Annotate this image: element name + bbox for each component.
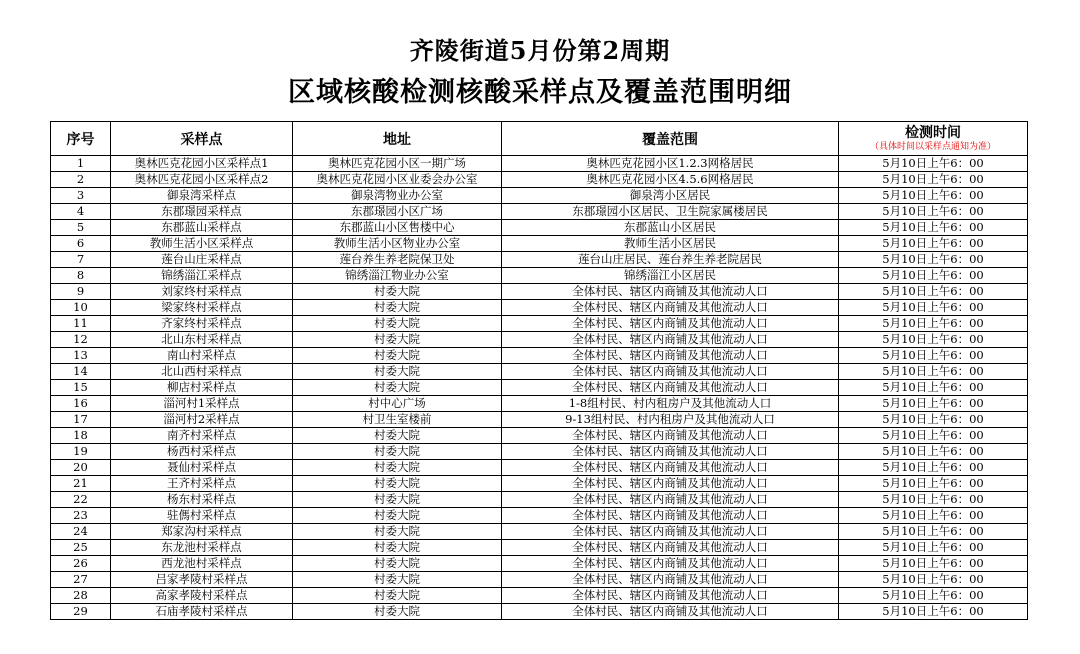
cell-coverage: 全体村民、辖区内商铺及其他流动人口 [502, 588, 839, 604]
header-time-note: （具体时间以采样点通知为准） [869, 141, 996, 152]
cell-time: 5月10日上午6：00 [839, 604, 1028, 620]
cell-address: 村委大院 [293, 316, 502, 332]
cell-site: 吕家孝陵村采样点 [111, 572, 293, 588]
cell-site: 莲台山庄采样点 [111, 252, 293, 268]
cell-coverage: 教师生活小区居民 [502, 236, 839, 252]
cell-site: 齐家终村采样点 [111, 316, 293, 332]
cell-coverage: 全体村民、辖区内商铺及其他流动人口 [502, 332, 839, 348]
cell-site: 刘家终村采样点 [111, 284, 293, 300]
cell-no: 15 [51, 380, 111, 396]
cell-coverage: 全体村民、辖区内商铺及其他流动人口 [502, 572, 839, 588]
table-row [51, 172, 1028, 188]
cell-no: 14 [51, 364, 111, 380]
cell-coverage: 全体村民、辖区内商铺及其他流动人口 [502, 284, 839, 300]
table-row [51, 444, 1028, 460]
cell-time: 5月10日上午6：00 [839, 460, 1028, 476]
table-row [51, 188, 1028, 204]
table-row [51, 540, 1028, 556]
cell-site: 聂仙村采样点 [111, 460, 293, 476]
cell-time: 5月10日上午6：00 [839, 188, 1028, 204]
cell-no: 6 [51, 236, 111, 252]
cell-no: 21 [51, 476, 111, 492]
cell-site: 淄河村2采样点 [111, 412, 293, 428]
cell-no: 1 [51, 156, 111, 172]
table-row [51, 604, 1028, 620]
cell-address: 村委大院 [293, 444, 502, 460]
cell-address: 奥林匹克花园小区业委会办公室 [293, 172, 502, 188]
cell-time: 5月10日上午6：00 [839, 236, 1028, 252]
cell-coverage: 全体村民、辖区内商铺及其他流动人口 [502, 604, 839, 620]
table-row [51, 556, 1028, 572]
table-row [51, 492, 1028, 508]
cell-coverage: 全体村民、辖区内商铺及其他流动人口 [502, 476, 839, 492]
cell-coverage: 御泉湾小区居民 [502, 188, 839, 204]
table-row [51, 316, 1028, 332]
cell-site: 郑家沟村采样点 [111, 524, 293, 540]
cell-site: 杨东村采样点 [111, 492, 293, 508]
cell-no: 8 [51, 268, 111, 284]
cell-coverage: 9-13组村民、村内租房户及其他流动人口 [502, 412, 839, 428]
sampling-sites-table [50, 121, 1028, 620]
cell-address: 村委大院 [293, 492, 502, 508]
cell-site: 王齐村采样点 [111, 476, 293, 492]
cell-address: 村委大院 [293, 588, 502, 604]
cell-site: 西龙池村采样点 [111, 556, 293, 572]
cell-address: 村委大院 [293, 604, 502, 620]
cell-address: 村委大院 [293, 556, 502, 572]
cell-time: 5月10日上午6：00 [839, 492, 1028, 508]
cell-no: 23 [51, 508, 111, 524]
cell-site: 北山西村采样点 [111, 364, 293, 380]
cell-time: 5月10日上午6：00 [839, 172, 1028, 188]
cell-address: 村委大院 [293, 540, 502, 556]
cell-address: 村委大院 [293, 380, 502, 396]
cell-coverage: 全体村民、辖区内商铺及其他流动人口 [502, 364, 839, 380]
cell-no: 26 [51, 556, 111, 572]
header-time-label: 检测时间 [905, 124, 961, 141]
cell-address: 村委大院 [293, 524, 502, 540]
table-row [51, 588, 1028, 604]
cell-address: 村委大院 [293, 428, 502, 444]
cell-site: 柳店村采样点 [111, 380, 293, 396]
cell-site: 奥林匹克花园小区采样点2 [111, 172, 293, 188]
table-row [51, 476, 1028, 492]
cell-coverage: 全体村民、辖区内商铺及其他流动人口 [502, 524, 839, 540]
table-row [51, 332, 1028, 348]
cell-coverage: 全体村民、辖区内商铺及其他流动人口 [502, 492, 839, 508]
cell-coverage: 全体村民、辖区内商铺及其他流动人口 [502, 460, 839, 476]
cell-coverage: 全体村民、辖区内商铺及其他流动人口 [502, 300, 839, 316]
cell-coverage: 锦绣淄江小区居民 [502, 268, 839, 284]
cell-coverage: 奥林匹克花园小区4.5.6网格居民 [502, 172, 839, 188]
cell-coverage: 全体村民、辖区内商铺及其他流动人口 [502, 316, 839, 332]
cell-site: 南山村采样点 [111, 348, 293, 364]
cell-no: 5 [51, 220, 111, 236]
cell-coverage: 莲台山庄居民、莲台养生养老院居民 [502, 252, 839, 268]
cell-site: 杨西村采样点 [111, 444, 293, 460]
cell-coverage: 奥林匹克花园小区1.2.3网格居民 [502, 156, 839, 172]
cell-no: 29 [51, 604, 111, 620]
cell-site: 淄河村1采样点 [111, 396, 293, 412]
cell-site: 石庙孝陵村采样点 [111, 604, 293, 620]
cell-time: 5月10日上午6：00 [839, 412, 1028, 428]
cell-time: 5月10日上午6：00 [839, 204, 1028, 220]
cell-time: 5月10日上午6：00 [839, 332, 1028, 348]
cell-site: 御泉湾采样点 [111, 188, 293, 204]
cell-time: 5月10日上午6：00 [839, 396, 1028, 412]
cell-coverage: 东郡璟园小区居民、卫生院家属楼居民 [502, 204, 839, 220]
cell-address: 村卫生室楼前 [293, 412, 502, 428]
cell-time: 5月10日上午6：00 [839, 348, 1028, 364]
table-row [51, 300, 1028, 316]
cell-time: 5月10日上午6：00 [839, 556, 1028, 572]
cell-site: 梁家终村采样点 [111, 300, 293, 316]
cell-address: 村委大院 [293, 284, 502, 300]
cell-coverage: 全体村民、辖区内商铺及其他流动人口 [502, 508, 839, 524]
cell-address: 村委大院 [293, 300, 502, 316]
table-row [51, 508, 1028, 524]
cell-address: 锦绣淄江物业办公室 [293, 268, 502, 284]
cell-time: 5月10日上午6：00 [839, 156, 1028, 172]
cell-time: 5月10日上午6：00 [839, 428, 1028, 444]
table-row [51, 396, 1028, 412]
table-row [51, 412, 1028, 428]
cell-no: 19 [51, 444, 111, 460]
cell-time: 5月10日上午6：00 [839, 268, 1028, 284]
cell-site: 东郡蓝山采样点 [111, 220, 293, 236]
cell-address: 村委大院 [293, 460, 502, 476]
cell-no: 7 [51, 252, 111, 268]
header-no: 序号 [51, 122, 111, 156]
cell-no: 25 [51, 540, 111, 556]
cell-no: 18 [51, 428, 111, 444]
cell-coverage: 1-8组村民、村内租房户及其他流动人口 [502, 396, 839, 412]
document-title: 齐陵街道5月份第2周期 [409, 36, 671, 65]
header-address: 地址 [293, 122, 502, 156]
cell-no: 28 [51, 588, 111, 604]
table-row [51, 156, 1028, 172]
cell-no: 11 [51, 316, 111, 332]
table-row [51, 572, 1028, 588]
table-row [51, 380, 1028, 396]
cell-address: 村委大院 [293, 332, 502, 348]
cell-no: 27 [51, 572, 111, 588]
cell-site: 东郡璟园采样点 [111, 204, 293, 220]
cell-time: 5月10日上午6：00 [839, 220, 1028, 236]
cell-no: 4 [51, 204, 111, 220]
table-header-row [51, 122, 1028, 156]
cell-no: 16 [51, 396, 111, 412]
cell-address: 奥林匹克花园小区一期广场 [293, 156, 502, 172]
table-row [51, 284, 1028, 300]
cell-coverage: 全体村民、辖区内商铺及其他流动人口 [502, 380, 839, 396]
cell-site: 锦绣淄江采样点 [111, 268, 293, 284]
table-row [51, 268, 1028, 284]
cell-address: 村委大院 [293, 476, 502, 492]
table-row [51, 428, 1028, 444]
cell-site: 南齐村采样点 [111, 428, 293, 444]
cell-site: 教师生活小区采样点 [111, 236, 293, 252]
header-site: 采样点 [111, 122, 293, 156]
cell-address: 御泉湾物业办公室 [293, 188, 502, 204]
cell-time: 5月10日上午6：00 [839, 444, 1028, 460]
cell-address: 村委大院 [293, 348, 502, 364]
cell-address: 村委大院 [293, 572, 502, 588]
cell-coverage: 全体村民、辖区内商铺及其他流动人口 [502, 428, 839, 444]
cell-site: 东龙池村采样点 [111, 540, 293, 556]
cell-address: 村委大院 [293, 508, 502, 524]
cell-site: 高家孝陵村采样点 [111, 588, 293, 604]
cell-address: 村中心广场 [293, 396, 502, 412]
cell-no: 12 [51, 332, 111, 348]
table-row [51, 460, 1028, 476]
cell-no: 9 [51, 284, 111, 300]
cell-time: 5月10日上午6：00 [839, 524, 1028, 540]
cell-no: 24 [51, 524, 111, 540]
cell-no: 20 [51, 460, 111, 476]
cell-no: 13 [51, 348, 111, 364]
cell-address: 教师生活小区物业办公室 [293, 236, 502, 252]
cell-address: 村委大院 [293, 364, 502, 380]
cell-site: 北山东村采样点 [111, 332, 293, 348]
header-coverage: 覆盖范围 [502, 122, 839, 156]
table-row [51, 348, 1028, 364]
header-time [839, 122, 1028, 156]
cell-site: 奥林匹克花园小区采样点1 [111, 156, 293, 172]
document-subtitle: 区域核酸检测核酸采样点及覆盖范围明细 [288, 77, 792, 108]
cell-time: 5月10日上午6：00 [839, 380, 1028, 396]
cell-time: 5月10日上午6：00 [839, 540, 1028, 556]
cell-address: 东郡蓝山小区售楼中心 [293, 220, 502, 236]
table-row [51, 524, 1028, 540]
cell-time: 5月10日上午6：00 [839, 316, 1028, 332]
cell-time: 5月10日上午6：00 [839, 284, 1028, 300]
cell-time: 5月10日上午6：00 [839, 508, 1028, 524]
cell-time: 5月10日上午6：00 [839, 300, 1028, 316]
cell-coverage: 全体村民、辖区内商铺及其他流动人口 [502, 556, 839, 572]
table-row [51, 364, 1028, 380]
cell-address: 莲台养生养老院保卫处 [293, 252, 502, 268]
cell-time: 5月10日上午6：00 [839, 476, 1028, 492]
cell-no: 22 [51, 492, 111, 508]
cell-coverage: 全体村民、辖区内商铺及其他流动人口 [502, 348, 839, 364]
cell-time: 5月10日上午6：00 [839, 588, 1028, 604]
cell-no: 10 [51, 300, 111, 316]
cell-no: 17 [51, 412, 111, 428]
cell-coverage: 全体村民、辖区内商铺及其他流动人口 [502, 444, 839, 460]
cell-time: 5月10日上午6：00 [839, 572, 1028, 588]
cell-address: 东郡璟园小区广场 [293, 204, 502, 220]
table-row [51, 252, 1028, 268]
cell-time: 5月10日上午6：00 [839, 252, 1028, 268]
cell-coverage: 东郡蓝山小区居民 [502, 220, 839, 236]
table-row [51, 236, 1028, 252]
table-row [51, 220, 1028, 236]
cell-site: 驻傌村采样点 [111, 508, 293, 524]
cell-no: 3 [51, 188, 111, 204]
cell-time: 5月10日上午6：00 [839, 364, 1028, 380]
table-row [51, 204, 1028, 220]
cell-coverage: 全体村民、辖区内商铺及其他流动人口 [502, 540, 839, 556]
cell-no: 2 [51, 172, 111, 188]
